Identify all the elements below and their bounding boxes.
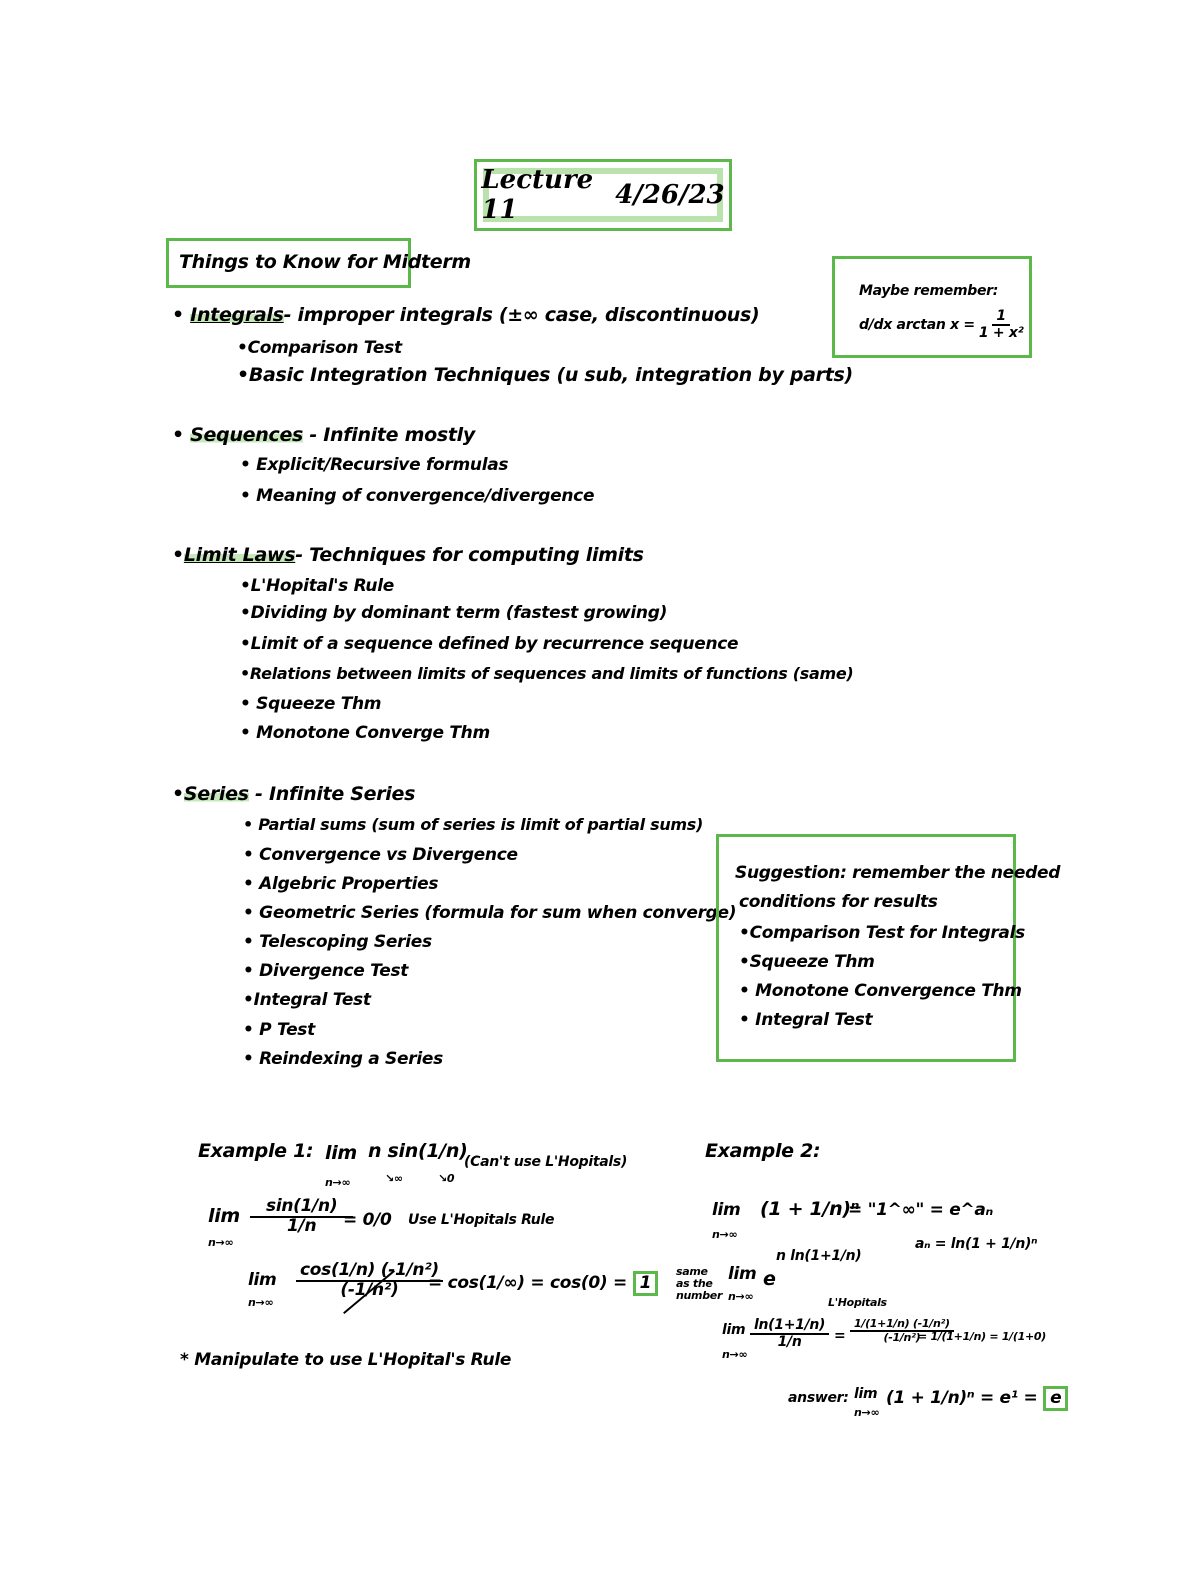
example2-line3-eq2: = 1/(1+1/n) = 1/(1+0): [918, 1330, 1046, 1343]
list-item: • P Test: [243, 1020, 315, 1040]
example2-line2-exponent: n ln(1+1/n): [776, 1248, 862, 1264]
maybe-remember-box: [832, 256, 1032, 358]
list-item: • Partial sums (sum of series is limit of partial sums): [243, 815, 704, 834]
example2-line3-lim: lim: [722, 1322, 746, 1338]
numerator: ln(1+1/n): [750, 1318, 829, 1335]
arctan-formula: [859, 309, 1023, 340]
lecture-date: 4/26/23: [615, 180, 725, 210]
list-item: •Dividing by dominant term (fastest growing): [240, 603, 668, 623]
section-series: •Series - Infinite Series: [172, 783, 416, 805]
example1-line3-eq: [428, 1271, 658, 1296]
numerator: 1/(1+1/n) (-1/n²): [850, 1318, 954, 1332]
example2-answer-sub: n→∞: [854, 1406, 880, 1419]
arctan-denominator: 1 + x²: [978, 324, 1024, 341]
topic-integrals: Integrals: [190, 304, 284, 326]
fraction: [750, 1318, 829, 1349]
section-limit-laws: •Limit Laws- Techniques for computing limits: [172, 544, 644, 566]
list-item: • Convergence vs Divergence: [243, 845, 518, 865]
list-item: • Integral Test: [739, 1010, 873, 1030]
example2-line2-base: e: [763, 1268, 776, 1290]
denominator: 1/n: [777, 1333, 802, 1350]
example1-line2-eq: = 0/0: [343, 1210, 392, 1230]
heading-box: [166, 238, 471, 288]
section-integrals: • Integrals- improper integrals (±∞ case, discontinuous): [172, 304, 760, 326]
topic-series: Series: [183, 783, 249, 805]
example1-lim-sub: n→∞: [325, 1176, 351, 1189]
arctan-numerator: 1: [992, 309, 1009, 326]
list-item: • Telescoping Series: [243, 932, 432, 952]
example1-note: (Can't use L'Hopitals): [464, 1154, 628, 1170]
example1-arrow-zero: ↘0: [438, 1172, 455, 1185]
list-item: • Monotone Convergence Thm: [739, 981, 1022, 1001]
list-item: •Squeeze Thm: [739, 952, 875, 972]
lecture-title-box: [474, 159, 732, 231]
example2-answer-expr: [886, 1386, 1068, 1411]
list-item: • Algebric Properties: [243, 874, 439, 894]
suggestion-box: [716, 834, 1061, 1062]
example2-line3-fraction1: [750, 1318, 829, 1349]
list-item: •L'Hopital's Rule: [240, 576, 394, 596]
fraction: [250, 1198, 353, 1236]
example2-line3-eq1: =: [834, 1328, 846, 1344]
limit-laws-description: - Techniques for computing limits: [295, 544, 644, 566]
lecture-title: Lecture 11: [481, 165, 594, 225]
equation: (1 + 1/n)ⁿ = e¹ =: [886, 1388, 1038, 1408]
topic-sequences: Sequences: [190, 424, 304, 446]
example1-lim: lim: [325, 1142, 357, 1164]
numerator: sin(1/n): [250, 1198, 353, 1218]
example1-answer: 1: [633, 1271, 659, 1296]
example2-answer: e: [1043, 1386, 1068, 1411]
example2-line2-lim: lim: [728, 1264, 757, 1284]
example1-line2-lim: lim: [208, 1205, 240, 1227]
example2-label: Example 2:: [705, 1140, 821, 1162]
list-item: • Squeeze Thm: [240, 694, 382, 714]
list-item: •Comparison Test: [237, 338, 402, 358]
lhopital-label: L'Hopitals: [828, 1296, 887, 1309]
list-item: • Monotone Converge Thm: [240, 723, 490, 743]
lecture-title-inner: [481, 165, 725, 225]
fraction: [296, 1262, 443, 1300]
example1-note-manipulate: * Manipulate to use L'Hopital's Rule: [180, 1350, 512, 1370]
section-sequences: • Sequences - Infinite mostly: [172, 424, 475, 446]
list-item: •Limit of a sequence defined by recurrence sequence: [240, 634, 739, 654]
arctan-lhs: d/dx arctan x =: [859, 316, 975, 333]
example1-arrow-infinity: ↘∞: [385, 1172, 403, 1185]
example1-line3-lim: lim: [248, 1270, 277, 1290]
example2-line1-expr: (1 + 1/n)ⁿ: [760, 1198, 860, 1220]
denominator: (-1/n²): [340, 1279, 399, 1300]
denominator: 1/n: [287, 1215, 317, 1236]
numerator: cos(1/n) (-1/n²): [296, 1262, 443, 1282]
equation: = cos(1/∞) = cos(0) =: [428, 1273, 627, 1293]
example1-expr: n sin(1/n): [368, 1140, 468, 1162]
example1-line2-sub: n→∞: [208, 1236, 234, 1249]
suggestion-line1: Suggestion: remember the needed: [735, 863, 1061, 883]
list-item: • Divergence Test: [243, 961, 409, 981]
example2-an-definition: aₙ = ln(1 + 1/n)ⁿ: [915, 1236, 1038, 1252]
series-description: - Infinite Series: [255, 783, 416, 805]
example1-line2-fraction: [250, 1198, 353, 1236]
example2-answer-lim: lim: [854, 1386, 878, 1402]
example1-label: Example 1:: [198, 1140, 314, 1162]
page-heading: Things to Know for Midterm: [179, 251, 471, 273]
list-item: • Reindexing a Series: [243, 1049, 443, 1069]
example2-line1-sub: n→∞: [712, 1228, 738, 1241]
list-item: •Relations between limits of sequences and limits of functions (same): [240, 664, 854, 683]
example1-line3-fraction: [296, 1262, 443, 1300]
example1-line2-note: Use L'Hopitals Rule: [408, 1212, 555, 1228]
integrals-description: - improper integrals (±∞ case, discontinuous): [283, 304, 760, 326]
list-item: • Geometric Series (formula for sum when converge): [243, 903, 737, 923]
suggestion-line2: conditions for results: [739, 892, 938, 912]
example2-line1-eq: = "1^∞" = e^aₙ: [848, 1200, 993, 1220]
list-item: • Explicit/Recursive formulas: [240, 455, 509, 475]
topic-limit-laws: Limit Laws: [183, 544, 296, 566]
list-item: •Integral Test: [243, 990, 371, 1010]
sequences-description: - Infinite mostly: [309, 424, 475, 446]
example2-line2-sub: n→∞: [728, 1290, 754, 1303]
example2-answer-label: answer:: [788, 1390, 849, 1406]
denominator: (-1/n²): [883, 1330, 921, 1344]
arctan-fraction: [979, 309, 1024, 340]
maybe-remember-label: Maybe remember:: [859, 283, 999, 299]
example1-line3-sub: n→∞: [248, 1296, 274, 1309]
example2-line3-sub: n→∞: [722, 1348, 748, 1361]
example2-side-note: same as the number: [676, 1265, 723, 1303]
list-item: •Basic Integration Techniques (u sub, integration by parts): [237, 364, 853, 386]
list-item: • Meaning of convergence/divergence: [240, 486, 595, 506]
list-item: •Comparison Test for Integrals: [739, 923, 1025, 943]
example2-line1-lim: lim: [712, 1200, 741, 1220]
